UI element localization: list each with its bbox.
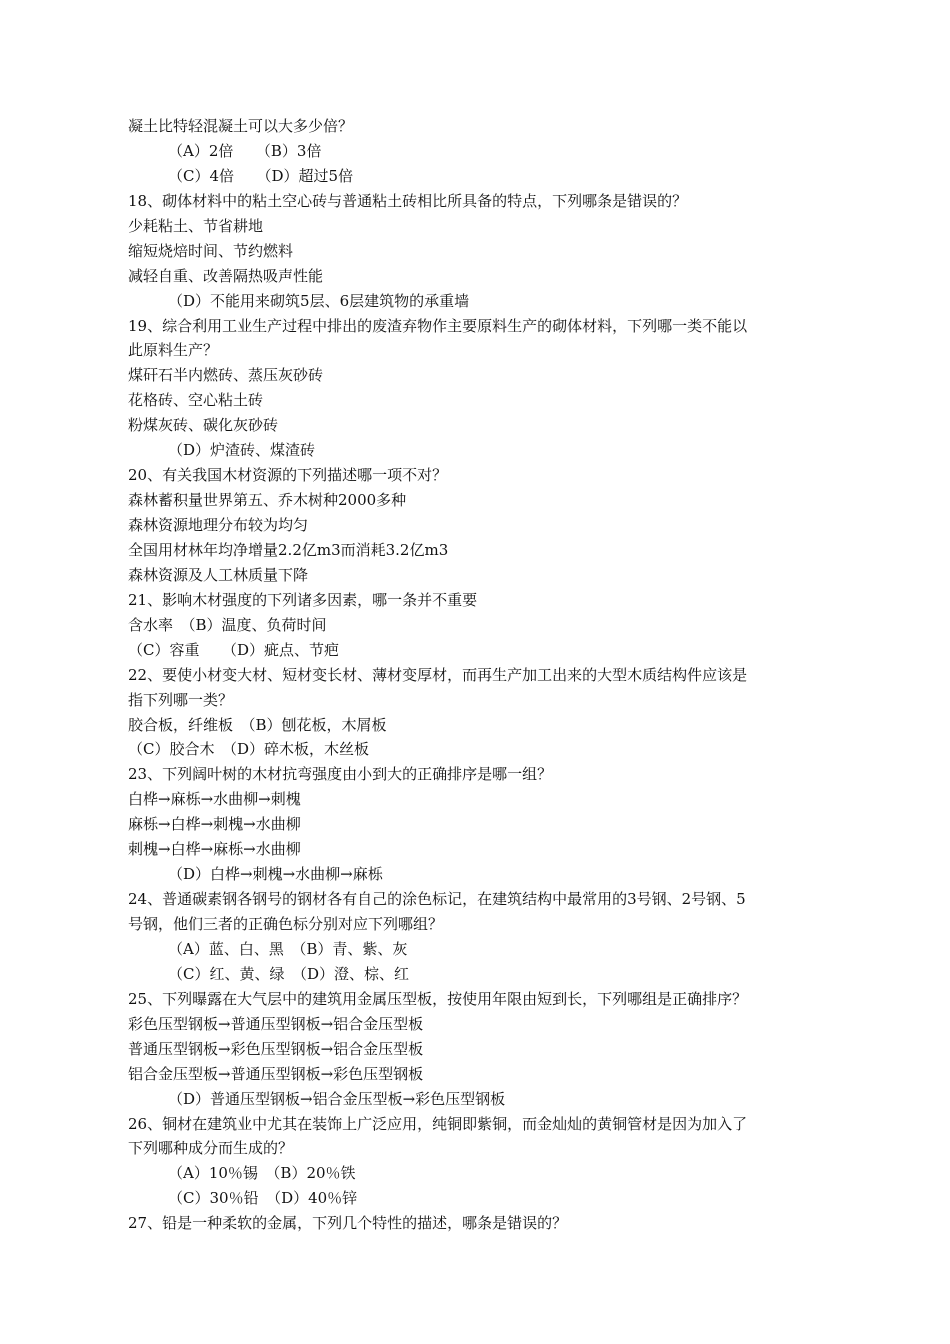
text-line: （C）容重 （D）疵点、节疤 <box>128 640 340 659</box>
text-line: 25、下列曝露在大气层中的建筑用金属压型板，按使用年限由短到长，下列哪组是正确排序？ <box>128 989 748 1008</box>
text-line: 彩色压型钢板→普通压型钢板→铝合金压型板 <box>128 1014 424 1033</box>
document-body <box>128 114 828 1236</box>
text-line: （A）10％锡 （B）20％铁 <box>168 1164 356 1183</box>
text-line: 刺槐→白桦→麻栎→水曲柳 <box>128 840 301 859</box>
text-line: 含水率 （B）温度、负荷时间 <box>128 615 327 634</box>
text-line: 27、铅是一种柔软的金属，下列几个特性的描述，哪条是错误的？ <box>128 1214 568 1233</box>
text-line: 20、有关我国木材资源的下列描述哪一项不对？ <box>128 466 448 485</box>
text-line: 24、普通碳素钢各钢号的钢材各有自己的涂色标记，在建筑结构中最常用的3号钢、2号钢、5 <box>128 890 746 909</box>
text-line: 19、综合利用工业生产过程中排出的废渣弃物作主要原料生产的砌体材料，下列哪一类不能以 <box>128 316 748 335</box>
text-line: 森林资源地理分布较为均匀 <box>128 516 309 534</box>
text-line: 粉煤灰砖、碳化灰砂砖 <box>128 416 279 435</box>
text-line: 23、下列阔叶树的木材抗弯强度由小到大的正确排序是哪一组？ <box>128 765 553 784</box>
text-line: 凝土比特轻混凝土可以大多少倍？ <box>128 117 354 135</box>
text-line: 缩短烧焙时间、节约燃料 <box>128 241 294 260</box>
text-line: （D）炉渣砖、煤渣砖 <box>168 441 316 460</box>
text-line: 下列哪种成分而生成的？ <box>128 1139 294 1158</box>
text-line: 森林蓄积量世界第五、乔木树种2000多种 <box>128 491 407 510</box>
text-line: 指下列哪一类？ <box>128 690 234 709</box>
text-line: （C）4倍 （D）超过5倍 <box>168 166 354 185</box>
text-line: （D）普通压型钢板→铝合金压型板→彩色压型钢板 <box>168 1089 506 1108</box>
text-line: 全国用材林年均净增量2.2亿m3而消耗3.2亿m3 <box>128 540 449 559</box>
text-line: （C）红、黄、绿 （D）澄、棕、红 <box>168 964 410 983</box>
text-line: （C）胶合木 （D）碎木板，木丝板 <box>128 740 370 759</box>
text-line: （A）2倍 （B）3倍 <box>168 141 322 160</box>
text-line: 花格砖、空心粘土砖 <box>128 391 264 410</box>
text-line: 此原料生产？ <box>128 341 219 360</box>
text-line: 22、要使小材变大材、短材变长材、薄材变厚材，而再生产加工出来的大型木质结构件应该是 <box>128 665 748 684</box>
text-line: 减轻自重、改善隔热吸声性能 <box>128 266 324 285</box>
text-line: 胶合板，纤维板 （B）刨花板，木屑板 <box>128 715 387 734</box>
text-line: （A）蓝、白、黑 （B）青、紫、灰 <box>168 939 408 958</box>
text-line: （D）白桦→刺槐→水曲柳→麻栎 <box>168 865 383 884</box>
text-line: 26、铜材在建筑业中尤其在装饰上广泛应用，纯铜即紫铜，而金灿灿的黄铜管材是因为加入了 <box>128 1114 748 1133</box>
text-line: 18、砌体材料中的粘土空心砖与普通粘土砖相比所具备的特点，下列哪条是错误的？ <box>128 191 688 210</box>
text-line: 铝合金压型板→普通压型钢板→彩色压型钢板 <box>128 1064 424 1083</box>
text-line: （D）不能用来砌筑5层、6层建筑物的承重墙 <box>168 291 470 310</box>
text-line: 少耗粘土、节省耕地 <box>128 216 264 235</box>
text-line: 麻栎→白桦→刺槐→水曲柳 <box>128 815 301 834</box>
text-line: 普通压型钢板→彩色压型钢板→铝合金压型板 <box>128 1039 424 1058</box>
text-line: 白桦→麻栎→水曲柳→刺槐 <box>128 790 301 809</box>
text-line: 森林资源及人工林质量下降 <box>128 565 309 584</box>
text-line: 煤矸石半内燃砖、蒸压灰砂砖 <box>128 366 324 385</box>
text-line: 21、影响木材强度的下列诸多因素，哪一条并不重要 <box>128 590 478 609</box>
text-line: 号钢，他们三者的正确色标分别对应下列哪组？ <box>128 915 444 933</box>
text-line: （C）30％铅 （D）40％锌 <box>168 1189 358 1208</box>
